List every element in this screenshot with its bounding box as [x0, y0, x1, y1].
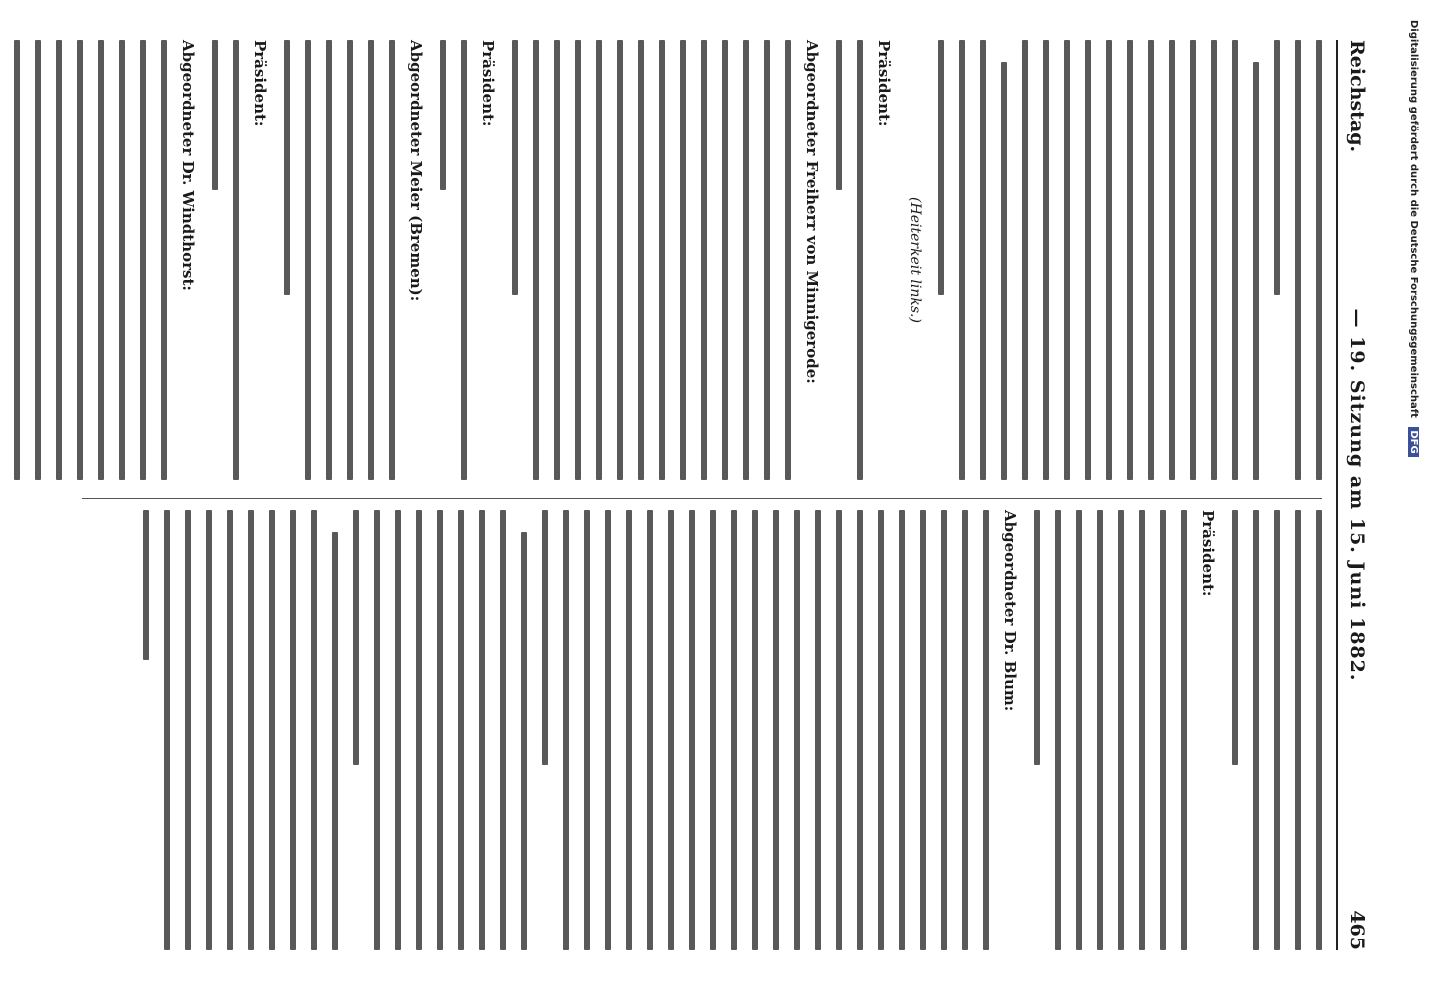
text-line — [305, 40, 311, 480]
text-line — [14, 40, 20, 480]
digitization-credit — [1404, 20, 1422, 980]
text-line — [1274, 40, 1280, 295]
text-line — [659, 40, 665, 480]
speaker-label: Präsident: — [251, 40, 269, 127]
text-line — [1034, 510, 1040, 765]
text-line — [1097, 510, 1103, 950]
speaker-label: Abgeordneter Meier (Bremen): — [407, 40, 425, 302]
text-line — [1169, 40, 1175, 480]
text-line — [764, 40, 770, 480]
text-line — [1253, 510, 1259, 950]
text-line — [647, 510, 653, 950]
text-line — [248, 510, 254, 950]
text-line — [1253, 62, 1259, 480]
text-line — [722, 40, 728, 480]
text-line — [326, 40, 332, 480]
text-line — [899, 510, 905, 950]
text-line — [563, 510, 569, 950]
dfg-logo: DFG — [1408, 427, 1419, 456]
credit-text: Digitalisierung gefördert durch die Deutsche Forschungsgemeinschaft — [1408, 20, 1419, 418]
text-line — [1076, 510, 1082, 950]
text-line — [983, 510, 989, 950]
text-line — [416, 510, 422, 950]
text-line — [143, 510, 149, 660]
text-line — [731, 510, 737, 950]
text-line — [794, 510, 800, 950]
text-column-left — [82, 40, 1322, 480]
text-line — [140, 40, 146, 480]
text-line — [680, 40, 686, 480]
text-line — [701, 40, 707, 480]
speaker-label: Präsident: — [875, 40, 893, 127]
text-line — [962, 510, 968, 950]
text-line — [1055, 510, 1061, 950]
text-line — [1274, 510, 1280, 950]
text-line — [206, 510, 212, 950]
text-line — [752, 510, 758, 950]
text-column-right — [82, 510, 1322, 950]
text-line — [1190, 40, 1196, 480]
text-line — [461, 40, 467, 480]
text-line — [77, 40, 83, 480]
text-line — [689, 510, 695, 950]
stage-direction: (Heiterkeit links.) — [907, 197, 923, 323]
text-line — [458, 510, 464, 950]
text-line — [638, 40, 644, 480]
text-line — [56, 40, 62, 480]
text-line — [1295, 510, 1301, 950]
speaker-label: Präsident: — [1199, 510, 1217, 597]
text-line — [533, 40, 539, 480]
speaker-label: Abgeordneter Freiherr von Minnigerode: — [803, 40, 821, 384]
text-line — [575, 40, 581, 480]
text-line — [605, 510, 611, 950]
text-line — [857, 510, 863, 950]
text-line — [119, 40, 125, 480]
page-header — [1336, 40, 1372, 950]
text-line — [98, 40, 104, 480]
text-line — [332, 532, 338, 950]
session-title: — 19. Sitzung am 15. Juni 1882. — [1346, 308, 1368, 682]
text-line — [836, 40, 842, 190]
text-line — [980, 40, 986, 480]
text-line — [212, 40, 218, 190]
text-line — [1148, 40, 1154, 480]
text-line — [512, 40, 518, 295]
text-line — [479, 510, 485, 950]
text-line — [164, 510, 170, 950]
text-line — [773, 510, 779, 950]
text-line — [1064, 40, 1070, 480]
text-line — [941, 510, 947, 950]
text-line — [311, 510, 317, 950]
text-line — [185, 510, 191, 950]
text-line — [878, 510, 884, 950]
text-line — [596, 40, 602, 480]
text-line — [437, 510, 443, 950]
text-line — [500, 510, 506, 950]
text-line — [227, 510, 233, 950]
text-line — [1085, 40, 1091, 480]
text-line — [1160, 510, 1166, 950]
text-line — [1232, 40, 1238, 480]
text-line — [161, 40, 167, 480]
text-line — [269, 510, 275, 950]
text-line — [290, 510, 296, 950]
text-line — [938, 40, 944, 295]
text-line — [542, 510, 548, 765]
text-line — [440, 40, 446, 190]
text-line — [1022, 40, 1028, 480]
speaker-label: Abgeordneter Dr. Blum: — [1001, 510, 1019, 712]
text-line — [1211, 40, 1217, 480]
header-left: Reichstag. — [1346, 40, 1368, 153]
text-line — [1106, 40, 1112, 480]
text-line — [836, 510, 842, 950]
text-line — [1127, 40, 1133, 480]
speaker-label: Präsident: — [479, 40, 497, 127]
text-line — [710, 510, 716, 950]
text-line — [389, 40, 395, 480]
text-line — [368, 40, 374, 480]
text-line — [554, 40, 560, 480]
text-line — [959, 40, 965, 480]
text-line — [785, 40, 791, 480]
text-line — [347, 40, 353, 480]
text-line — [815, 510, 821, 950]
speaker-label: Abgeordneter Dr. Windthorst: — [179, 40, 197, 291]
text-line — [668, 510, 674, 950]
text-line — [626, 510, 632, 950]
text-line — [374, 510, 380, 950]
text-line — [743, 40, 749, 480]
page-number: 465 — [1346, 910, 1368, 950]
text-line — [1316, 510, 1322, 950]
text-line — [1295, 40, 1301, 480]
text-line — [1139, 510, 1145, 950]
text-line — [35, 40, 41, 480]
text-line — [395, 510, 401, 950]
text-line — [1043, 40, 1049, 480]
text-line — [1232, 510, 1238, 765]
text-line — [617, 40, 623, 480]
text-line — [1181, 510, 1187, 950]
text-line — [521, 532, 527, 950]
text-line — [584, 510, 590, 950]
text-line — [353, 510, 359, 765]
text-line — [284, 40, 290, 295]
text-line — [1001, 62, 1007, 480]
text-line — [233, 40, 239, 480]
text-line — [1316, 40, 1322, 480]
text-line — [857, 40, 863, 480]
text-line — [920, 510, 926, 950]
text-line — [1118, 510, 1124, 950]
column-divider — [82, 498, 1322, 499]
